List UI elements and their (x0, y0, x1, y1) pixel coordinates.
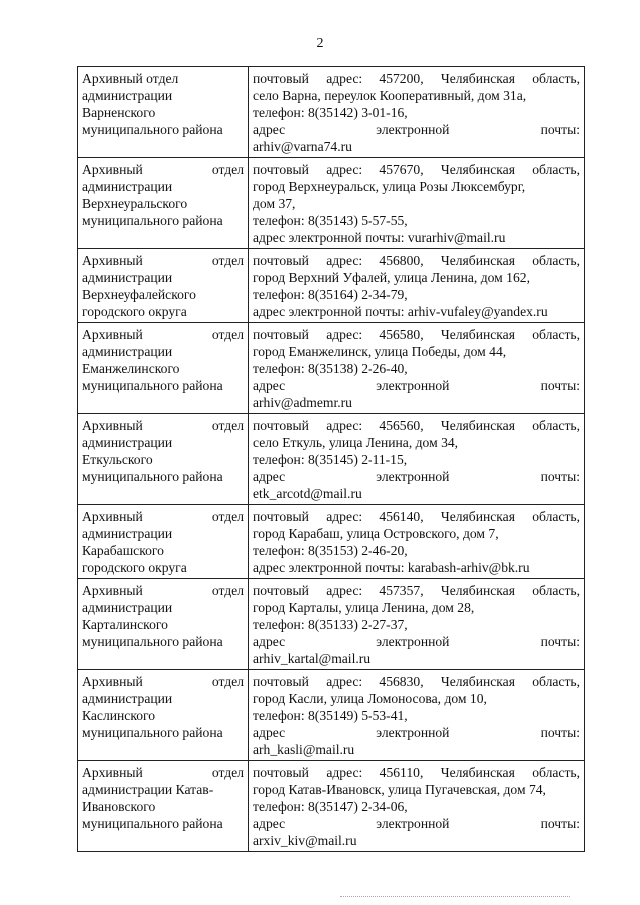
contact-info-line: почтовый адрес: 456140, Челябинская область, (253, 509, 580, 524)
contact-info-cell (249, 158, 585, 249)
contact-info-line: адрес электронной почты: arhiv-vufaley@yandex.ru (253, 304, 548, 319)
archive-departments-table (77, 66, 585, 852)
department-name-line: муниципального района (82, 469, 223, 484)
contact-info-line: дом 37, (253, 196, 296, 211)
department-name-line: Карабашского (82, 543, 164, 558)
department-name-line: Верхнеуфалейского (82, 287, 196, 302)
contact-info-line: arh_kasli@mail.ru (253, 742, 355, 757)
contact-info-line: arhiv@varna74.ru (253, 139, 352, 154)
contact-info-line: адрес электронной почты: (253, 634, 580, 649)
contact-info-line: телефон: 8(35138) 2-26-40, (253, 361, 408, 376)
contact-info-line: город Касли, улица Ломоносова, дом 10, (253, 691, 487, 706)
department-name-line: администрации (82, 179, 173, 194)
contact-info-cell (249, 249, 585, 323)
contact-info-line: адрес электронной почты: vurarhiv@mail.ru (253, 230, 506, 245)
contact-info-line: почтовый адрес: 456800, Челябинская область, (253, 253, 580, 268)
contact-info-line: телефон: 8(35145) 2-11-15, (253, 452, 408, 467)
department-name-line: Архивный отдел (82, 674, 244, 689)
contact-info-line: адрес электронной почты: (253, 816, 580, 831)
department-name-line: Ивановского (82, 799, 156, 814)
contact-info-cell (249, 579, 585, 670)
contact-info-line: телефон: 8(35164) 2-34-79, (253, 287, 408, 302)
department-name-cell (78, 670, 249, 761)
contact-info-line: село Еткуль, улица Ленина, дом 34, (253, 435, 459, 450)
department-name-line: Каслинского (82, 708, 156, 723)
contact-info-line: почтовый адрес: 457357, Челябинская область, (253, 583, 580, 598)
department-name-cell (78, 579, 249, 670)
table-row (78, 670, 585, 761)
table-row (78, 579, 585, 670)
contact-info-line: почтовый адрес: 456830, Челябинская область, (253, 674, 580, 689)
department-name-line: Архивный отдел (82, 509, 244, 524)
department-name-line: администрации (82, 435, 173, 450)
contact-info-line: адрес электронной почты: (253, 122, 580, 137)
contact-info-line: телефон: 8(35153) 2-46-20, (253, 543, 408, 558)
contact-info-line: город Катав-Ивановск, улица Пугачевская, дом 74, (253, 782, 546, 797)
contact-info-line: arhiv@admemr.ru (253, 395, 352, 410)
contact-info-line: адрес электронной почты: karabash-arhiv@bk.ru (253, 560, 530, 575)
contact-info-line: почтовый адрес: 457670, Челябинская область, (253, 162, 580, 177)
table-row (78, 323, 585, 414)
department-name-line: администрации Катав- (82, 782, 214, 797)
department-name-line: Еманжелинского (82, 361, 180, 376)
table-row (78, 505, 585, 579)
contact-info-cell (249, 670, 585, 761)
scan-artifact-line (340, 896, 570, 899)
department-name-line: муниципального района (82, 378, 223, 393)
contact-info-line: arhiv_kartal@mail.ru (253, 651, 371, 666)
contact-info-line: arxiv_kiv@mail.ru (253, 833, 357, 848)
department-name-line: Архивный отдел (82, 253, 244, 268)
department-name-line: администрации (82, 600, 173, 615)
department-name-cell (78, 323, 249, 414)
department-name-line: городского округа (82, 560, 187, 575)
department-name-cell (78, 505, 249, 579)
department-name-line: Архивный отдел (82, 162, 244, 177)
contact-info-line: город Карталы, улица Ленина, дом 28, (253, 600, 475, 615)
department-name-line: Архивный отдел (82, 71, 179, 86)
contact-info-cell (249, 414, 585, 505)
department-name-cell (78, 414, 249, 505)
contact-info-line: город Еманжелинск, улица Победы, дом 44, (253, 344, 507, 359)
department-name-cell (78, 67, 249, 158)
contact-info-cell (249, 761, 585, 852)
department-name-line: администрации (82, 344, 173, 359)
contact-info-line: город Верхнеуральск, улица Розы Люксембург, (253, 179, 526, 194)
department-name-line: Варненского (82, 105, 156, 120)
department-name-cell (78, 158, 249, 249)
contact-info-line: город Верхний Уфалей, улица Ленина, дом 162, (253, 270, 530, 285)
department-name-line: муниципального района (82, 122, 223, 137)
department-name-line: Архивный отдел (82, 583, 244, 598)
contact-info-cell (249, 67, 585, 158)
contact-info-line: адрес электронной почты: (253, 725, 580, 740)
contact-info-line: etk_arcotd@mail.ru (253, 486, 362, 501)
contact-info-line: телефон: 8(35143) 5-57-55, (253, 213, 408, 228)
page-number: 2 (316, 36, 324, 51)
department-name-line: Архивный отдел (82, 327, 244, 342)
department-name-line: администрации (82, 691, 173, 706)
contact-info-line: телефон: 8(35149) 5-53-41, (253, 708, 408, 723)
department-name-cell (78, 761, 249, 852)
department-name-line: Карталинского (82, 617, 168, 632)
contact-info-line: телефон: 8(35133) 2-27-37, (253, 617, 408, 632)
department-name-line: Еткульского (82, 452, 153, 467)
contact-info-line: село Варна, переулок Кооперативный, дом 31а, (253, 88, 527, 103)
department-name-line: муниципального района (82, 213, 223, 228)
department-name-line: администрации (82, 270, 173, 285)
contact-info-line: телефон: 8(35142) 3-01-16, (253, 105, 408, 120)
contact-info-line: почтовый адрес: 456110, Челябинская область, (253, 765, 580, 780)
contact-info-line: почтовый адрес: 457200, Челябинская область, (253, 71, 580, 86)
department-name-line: Архивный отдел (82, 765, 244, 780)
department-name-line: Архивный отдел (82, 418, 244, 433)
department-name-line: администрации (82, 526, 173, 541)
table-row (78, 249, 585, 323)
table-row (78, 67, 585, 158)
department-name-line: муниципального района (82, 816, 223, 831)
department-name-line: муниципального района (82, 725, 223, 740)
table-row (78, 414, 585, 505)
table-row (78, 158, 585, 249)
table-row (78, 761, 585, 852)
contact-info-line: телефон: 8(35147) 2-34-06, (253, 799, 408, 814)
department-name-cell (78, 249, 249, 323)
contact-info-cell (249, 505, 585, 579)
contact-info-line: почтовый адрес: 456580, Челябинская область, (253, 327, 580, 342)
contact-info-line: город Карабаш, улица Островского, дом 7, (253, 526, 499, 541)
department-name-line: администрации (82, 88, 173, 103)
department-name-line: Верхнеуральского (82, 196, 188, 211)
department-name-line: муниципального района (82, 634, 223, 649)
department-name-line: городского округа (82, 304, 187, 319)
contact-info-line: адрес электронной почты: (253, 469, 580, 484)
contact-info-line: адрес электронной почты: (253, 378, 580, 393)
contact-info-cell (249, 323, 585, 414)
contact-info-line: почтовый адрес: 456560, Челябинская область, (253, 418, 580, 433)
